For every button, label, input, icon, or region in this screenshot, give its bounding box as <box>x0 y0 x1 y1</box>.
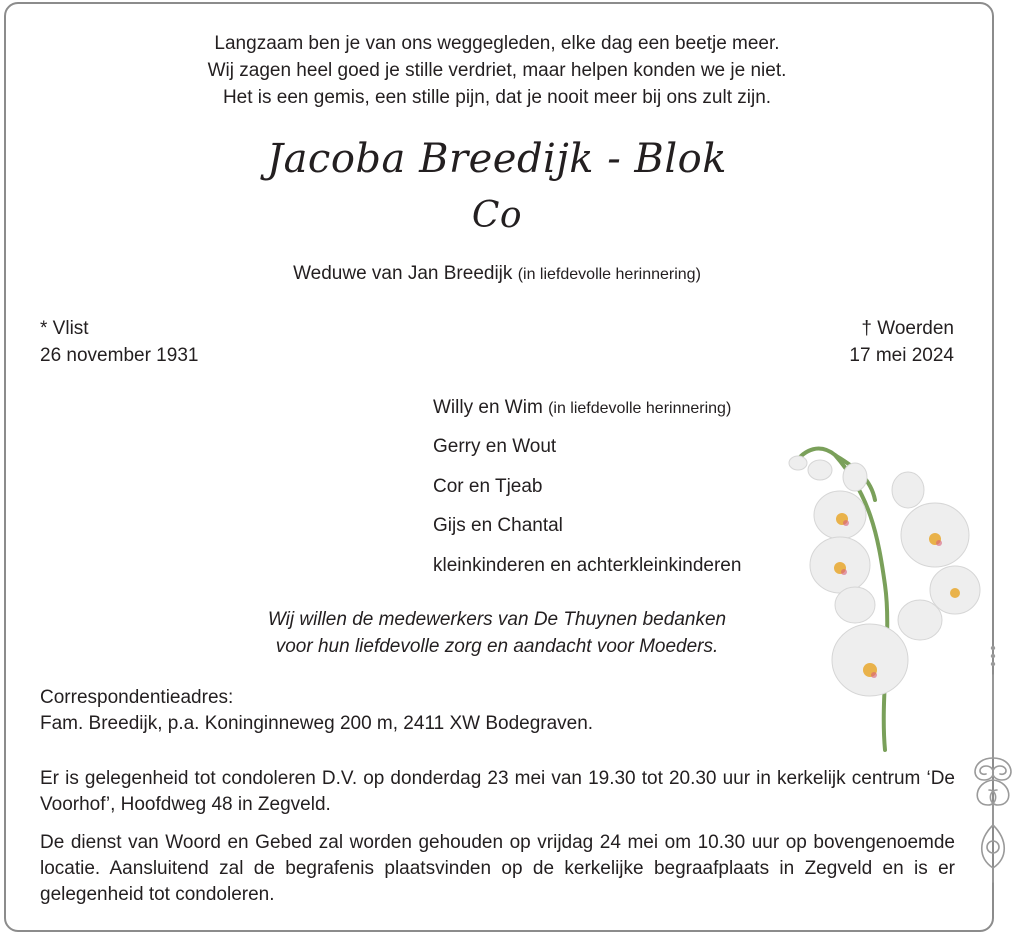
grandchildren: kleinkinderen en achterkleinkinderen <box>433 555 742 576</box>
widow-line <box>0 263 994 285</box>
poem-line: Het is een gemis, een stille pijn, dat je nooit meer bij ons zult zijn. <box>222 87 772 108</box>
birth-date: 26 november 1931 <box>40 345 199 366</box>
family-names-text: Willy en Wim <box>433 397 543 418</box>
birth-place: * Vlist <box>40 318 89 339</box>
family-names: Gerry en Wout <box>433 436 557 457</box>
birth-info <box>40 315 198 369</box>
deceased-nickname: Co <box>471 195 523 236</box>
poem-line: Wij zagen heel goed je stille verdriet, maar helpen konden we je niet. <box>207 60 787 81</box>
family-names: Cor en Tjeab <box>433 476 543 497</box>
death-date: 17 mei 2024 <box>849 345 954 366</box>
swirl-ornament-icon <box>962 640 1024 920</box>
family-names <box>433 397 731 419</box>
condolence-text: Er is gelegenheid tot condoleren D.V. op donderdag 23 mei van 19.30 tot 20.30 uur in kerkelijk centrum ‘De Voorhof’, Hoofdweg 48 in Zegveld. <box>40 768 955 815</box>
family-names: Gijs en Chantal <box>433 515 563 536</box>
correspondence-address: Fam. Breedijk, p.a. Koninginneweg 200 m, 2411 XW Bodegraven. <box>40 713 594 734</box>
deceased-name: Jacoba Breedijk - Blok <box>267 136 727 182</box>
widow-text: Weduwe van Jan Breedijk <box>293 263 513 284</box>
thanks-line: voor hun liefdevolle zorg en aandacht voor Moeders. <box>275 636 719 657</box>
widow-note: (in liefdevolle herinnering) <box>517 266 701 283</box>
death-place: † Woerden <box>861 318 954 339</box>
death-info <box>849 315 954 369</box>
thanks-line: Wij willen de medewerkers van De Thuynen bedanken <box>267 609 727 630</box>
thanks-text <box>0 606 994 660</box>
family-note: (in liefdevolle herinnering) <box>548 400 732 417</box>
service-text: De dienst van Woord en Gebed zal worden gehouden op vrijdag 24 mei om 10.30 uur op bovengenoemde locatie. Aansluitend zal de begrafenis plaatsvinden op de kerkelijke begraafplaats in Zegveld en is er gelegenheid tot condoleren. <box>40 832 955 905</box>
poem-line: Langzaam ben je van ons weggegleden, elke dag een beetje meer. <box>214 33 780 54</box>
correspondence-label: Correspondentieadres: <box>40 687 234 708</box>
poem <box>0 30 994 111</box>
correspondence <box>40 685 955 737</box>
